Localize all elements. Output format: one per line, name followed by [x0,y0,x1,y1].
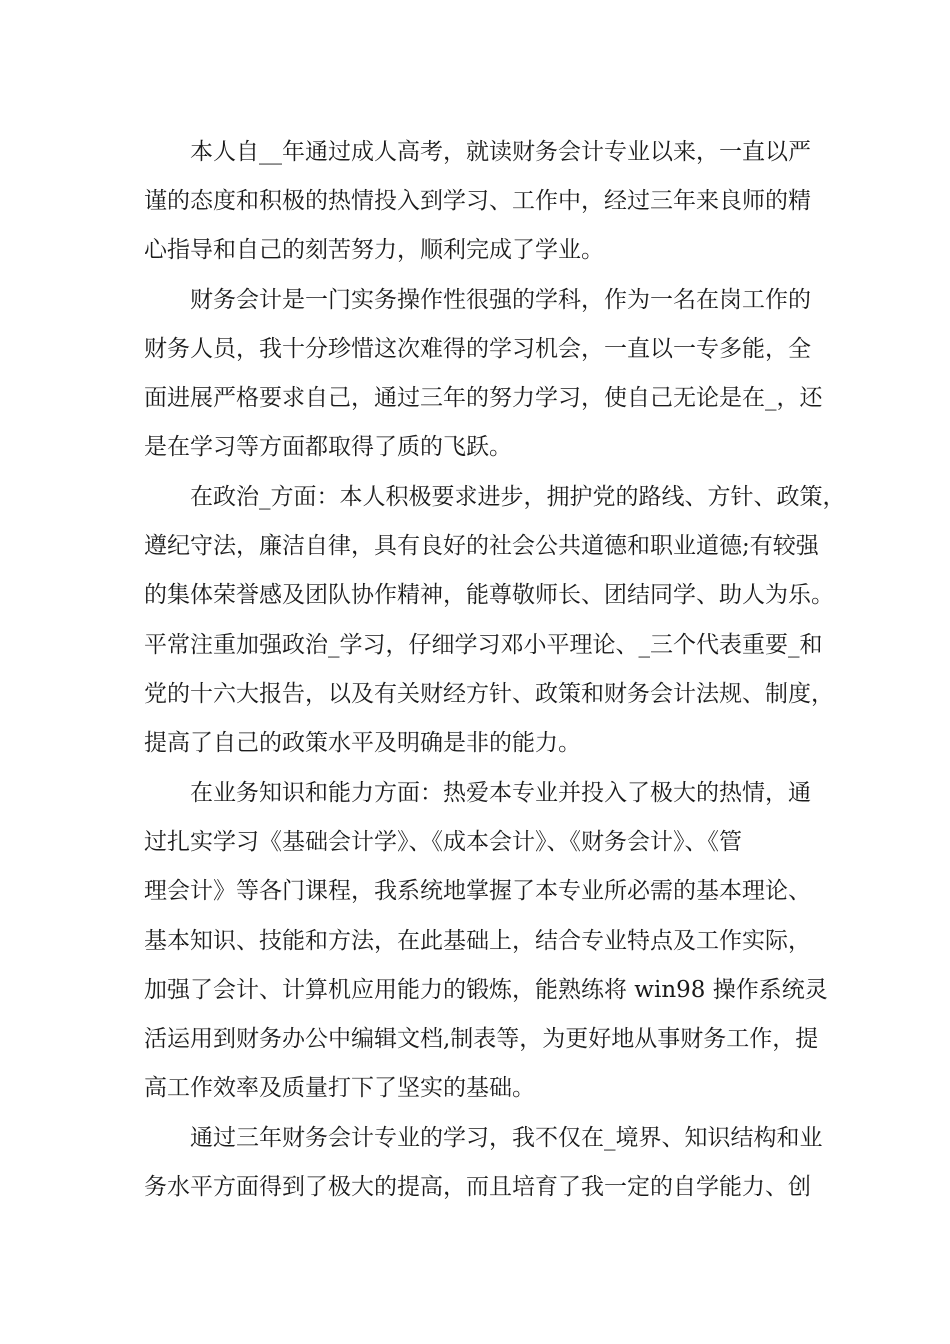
text-line-16: 理会计》等各门课程，我系统地掌握了本专业所必需的基本理论、 [144,878,811,904]
text-line-8: 在政治_方面：本人积极要求进步，拥护党的路线、方针、政策， [190,484,846,510]
text-line-20: 高工作效率及质量打下了坚实的基础。 [144,1075,535,1101]
text-line-19: 活运用到财务办公中编辑文档,制表等，为更好地从事财务工作，提 [144,1026,819,1052]
text-line-15: 过扎实学习《基础会计学》、《成本会计》、《财务会计》、《管 [144,829,742,855]
text-line-14: 在业务知识和能力方面：热爱本专业并投入了极大的热情，通 [190,780,811,806]
text-line-11: 平常注重加强政治_学习，仔细学习邓小平理论、_三个代表重要_和 [144,632,823,658]
text-line-10: 的集体荣誉感及团队协作精神，能尊敬师长、团结同学、助人为乐。 [144,582,834,608]
text-line-5: 财务人员，我十分珍惜这次难得的学习机会，一直以一专多能，全 [144,336,811,362]
text-line-17: 基本知识、技能和方法，在此基础上，结合专业特点及工作实际， [144,928,811,954]
text-line-9: 遵纪守法，廉洁自律，具有良好的社会公共道德和职业道德;有较强 [144,533,819,559]
text-line-12: 党的十六大报告，以及有关财经方针、政策和财务会计法规、制度， [144,681,834,707]
text-line-3: 心指导和自己的刻苦努力，顺利完成了学业。 [144,237,604,263]
text-line-13: 提高了自己的政策水平及明确是非的能力。 [144,730,581,756]
text-line-21: 通过三年财务会计专业的学习，我不仅在_境界、知识结构和业 [190,1125,823,1151]
text-line-18: 加强了会计、计算机应用能力的锻炼，能熟练将 win98 操作系统灵 [144,977,828,1003]
text-line-22: 务水平方面得到了极大的提高，而且培育了我一定的自学能力、创 [144,1174,811,1200]
text-line-7: 是在学习等方面都取得了质的飞跃。 [144,434,512,460]
text-line-1: 本人自__年通过成人高考，就读财务会计专业以来，一直以严 [190,139,811,165]
text-line-2: 谨的态度和积极的热情投入到学习、工作中，经过三年来良师的精 [144,188,811,214]
text-line-6: 面进展严格要求自己，通过三年的努力学习，使自己无论是在_，还 [144,385,823,411]
text-line-4: 财务会计是一门实务操作性很强的学科，作为一名在岗工作的 [190,287,811,313]
